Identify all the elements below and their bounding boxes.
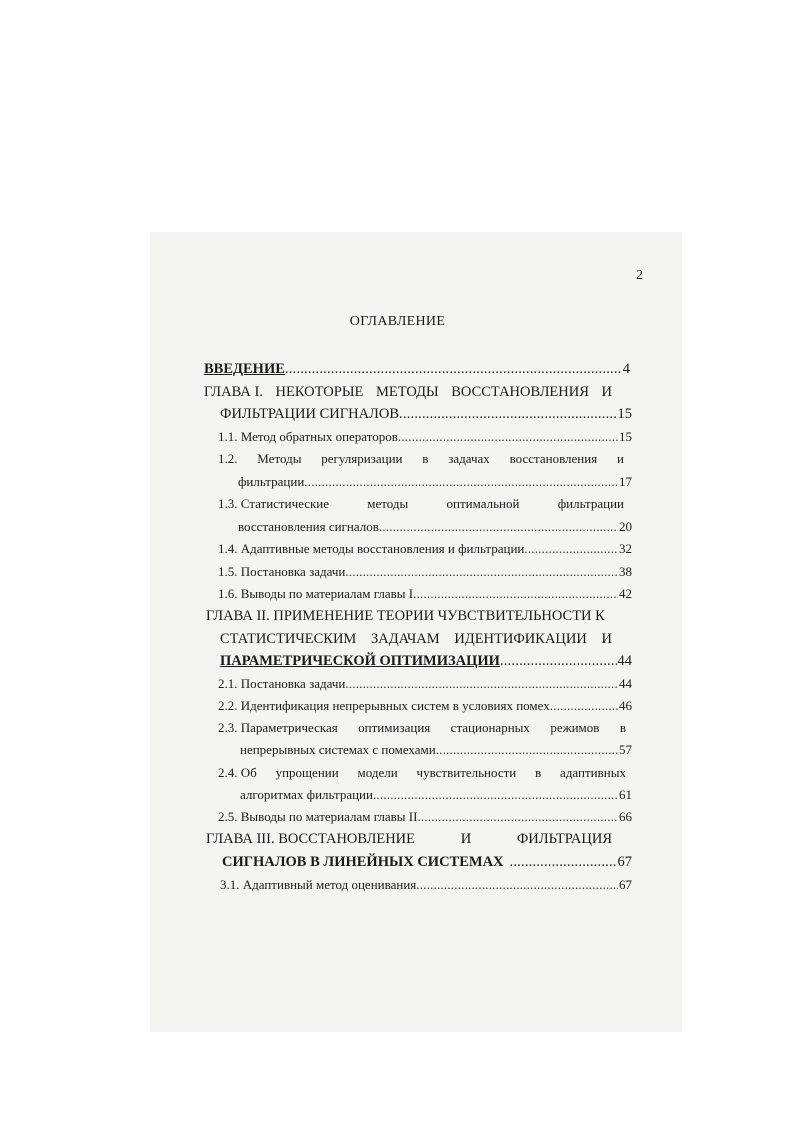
toc-entry-section-1-6[interactable] [218, 585, 632, 603]
leader-dots [304, 473, 618, 491]
toc-entry-title: 2.5. Выводы по материалам главы II [218, 809, 418, 824]
toc-entry-title: 2.1. Постановка задачи [218, 676, 346, 691]
toc-entry-title: фильтрации [238, 474, 305, 489]
toc-entry-section-1-1[interactable] [218, 428, 632, 446]
toc-entry-chapter-2-line-3[interactable] [220, 652, 632, 670]
toc-entry-chapter-3-line-1[interactable] [206, 830, 612, 848]
toc-entry-title: 2.2. Идентификация непрерывных систем в условиях помех [218, 698, 550, 713]
toc-entry-introduction[interactable] [204, 360, 630, 378]
toc-word: в [535, 765, 542, 780]
toc-entry-title: СИГНАЛОВ В ЛИНЕЙНЫХ СИСТЕМАХ [222, 854, 504, 870]
toc-word: регуляризации [321, 451, 403, 466]
leader-dots [417, 808, 618, 826]
toc-title: ОГЛАВЛЕНИЕ [349, 314, 446, 329]
toc-page-number: 44 [617, 653, 632, 669]
toc-entry-section-1-3-line-1[interactable] [218, 495, 624, 513]
leader-dots [373, 786, 618, 804]
toc-entry-title: алгоритмах фильтрации [240, 787, 373, 802]
toc-entry-section-1-4[interactable] [218, 540, 632, 558]
toc-word: И [601, 384, 612, 400]
leader-dots [550, 697, 618, 715]
toc-word: чувствительности [416, 765, 517, 780]
toc-word: 1.3. Статистические [218, 496, 330, 511]
toc-entry-chapter-3-line-2[interactable] [222, 853, 632, 871]
toc-entry-chapter-1-line-1[interactable] [204, 383, 612, 401]
toc-word: СТАТИСТИЧЕСКИМ [220, 631, 357, 647]
leader-dots [413, 585, 618, 603]
toc-page-number: 20 [619, 519, 632, 534]
toc-entry-title: ФИЛЬТРАЦИИ СИГНАЛОВ [220, 406, 400, 422]
leader-dots [436, 741, 618, 759]
leader-dots [524, 540, 618, 558]
toc-word: НЕКОТОРЫЕ [275, 384, 364, 400]
toc-word: фильтрации [557, 496, 624, 511]
toc-entry-title: непрерывных системах с помехами [240, 742, 436, 757]
toc-entry-title: 1.4. Адаптивные методы восстановления и фильтрации [218, 541, 525, 556]
toc-entry-title: 1.5. Постановка задачи [218, 564, 346, 579]
toc-page-number: 15 [619, 429, 632, 444]
toc-entry-section-2-2[interactable] [218, 697, 632, 715]
leader-dots [285, 360, 622, 378]
toc-entry-title: ПАРАМЕТРИЧЕСКОЙ ОПТИМИЗАЦИИ [220, 653, 500, 669]
toc-entry-section-2-3-line-2[interactable] [240, 741, 632, 759]
leader-dots [398, 428, 618, 446]
toc-word: методы [367, 496, 409, 511]
toc-word: И [460, 831, 472, 847]
toc-page-number: 57 [619, 742, 632, 757]
toc-entry-title: 1.1. Метод обратных операторов [218, 429, 398, 444]
toc-entry-section-3-1[interactable] [220, 876, 632, 894]
toc-page-number: 66 [619, 809, 632, 824]
toc-entry-title: 3.1. Адаптивный метод оценивания [220, 877, 417, 892]
toc-word: ВОССТАНОВЛЕНИЯ [451, 384, 589, 400]
toc-page-number: 4 [622, 361, 630, 377]
toc-word: упрощении [275, 765, 339, 780]
toc-word: и [617, 451, 624, 466]
toc-entry-section-2-3-line-1[interactable] [218, 719, 626, 737]
toc-word: режимов [550, 720, 600, 735]
toc-page-number: 17 [619, 474, 632, 489]
toc-page-number: 46 [619, 698, 632, 713]
toc-page-number: 67 [617, 854, 632, 870]
toc-word: в [422, 451, 429, 466]
toc-word: оптимизация [358, 720, 431, 735]
leader-dots [345, 563, 618, 581]
toc-word: адаптивных [560, 765, 626, 780]
toc-page-number: 42 [619, 586, 632, 601]
toc-entry-section-2-1[interactable] [218, 675, 632, 693]
toc-word: ИДЕНТИФИКАЦИИ [454, 631, 587, 647]
leader-dots [345, 675, 618, 693]
toc-entry-section-1-5[interactable] [218, 563, 632, 581]
toc-word: модели [357, 765, 398, 780]
toc-word: Методы [257, 451, 302, 466]
toc-entry-section-1-3-line-2[interactable] [238, 518, 632, 536]
toc-word: 2.3. Параметрическая [218, 720, 338, 735]
toc-entry-section-2-5[interactable] [218, 808, 632, 826]
toc-word: 2.4. Об [218, 765, 257, 780]
toc-word: ГЛАВА I. [204, 384, 263, 400]
toc-word: 1.2. [218, 451, 238, 466]
toc-word: в [619, 720, 626, 735]
leader-dots [399, 405, 616, 423]
toc-entry-title: ВВЕДЕНИЕ [204, 361, 285, 377]
toc-page-number: 61 [619, 787, 632, 802]
leader-dots [379, 518, 618, 536]
toc-entry-title: 1.6. Выводы по материалам главы I [218, 586, 414, 601]
toc-word: И [601, 631, 612, 647]
toc-word: МЕТОДЫ [375, 384, 439, 400]
leader-dots [500, 652, 617, 670]
toc-entry-title: ГЛАВА II. ПРИМЕНЕНИЕ ТЕОРИИ ЧУВСТВИТЕЛЬНОСТИ К [206, 608, 605, 624]
leader-dots [504, 853, 617, 871]
toc-word: оптимальной [446, 496, 520, 511]
toc-entry-title: восстановления сигналов [238, 519, 379, 534]
page-number: 2 [636, 268, 643, 283]
toc-page-number: 15 [617, 406, 632, 422]
toc-entry-section-2-4-line-2[interactable] [240, 786, 632, 804]
toc-entry-chapter-1-line-2[interactable] [220, 405, 632, 423]
leader-dots [416, 876, 618, 894]
toc-page-number: 38 [619, 564, 632, 579]
toc-word: задачах [448, 451, 490, 466]
toc-page-number: 44 [619, 676, 632, 691]
toc-entry-chapter-2-line-1[interactable] [206, 607, 616, 625]
toc-word: ГЛАВА III. ВОССТАНОВЛЕНИЕ [206, 831, 416, 847]
toc-word: ФИЛЬТРАЦИЯ [516, 831, 612, 847]
toc-entry-section-1-2-line-2[interactable] [238, 473, 632, 491]
toc-word: ЗАДАЧАМ [370, 631, 440, 647]
toc-word: восстановления [509, 451, 598, 466]
toc-entry-section-2-4-line-1[interactable] [218, 764, 626, 782]
toc-entry-section-1-2-line-1[interactable] [218, 450, 624, 468]
toc-page-number: 67 [619, 877, 632, 892]
toc-page-number: 32 [619, 541, 632, 556]
toc-entry-chapter-2-line-2[interactable] [220, 630, 612, 648]
toc-word: стационарных [450, 720, 530, 735]
